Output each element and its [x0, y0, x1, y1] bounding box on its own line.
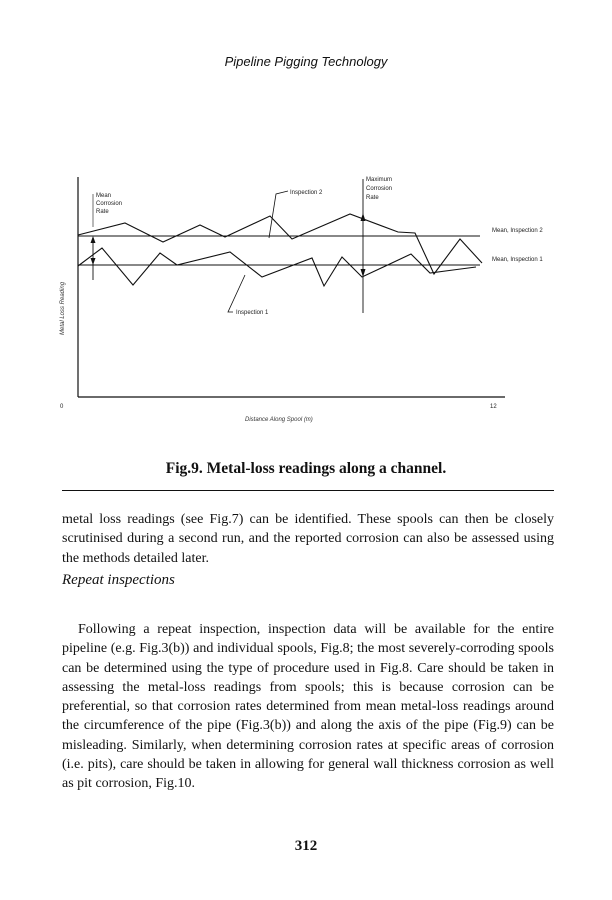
inspection2-label: Inspection 2: [290, 190, 323, 196]
x-tick-0: 0: [60, 404, 64, 410]
mean-inspection1-label: Mean, Inspection 1: [492, 257, 543, 263]
inspection2-leader: [269, 191, 288, 238]
paragraph-1: metal loss readings (see Fig.7) can be identified. These spools can then be closely scrutinised during a second run, and the reported corrosion can also be assessed using the methods detailed later.: [62, 512, 554, 566]
mean-rate-arrowhead-down: [91, 258, 96, 265]
inspection1-leader: [228, 275, 245, 312]
x-tick-12: 12: [490, 404, 497, 410]
mean-inspection2-label: Mean, Inspection 2: [492, 228, 543, 234]
max-rate-label-3: Rate: [366, 195, 379, 201]
running-head: Pipeline Pigging Technology: [224, 54, 388, 69]
figure-caption: Fig.9. Metal-loss readings along a channel.: [165, 460, 447, 477]
page-number: 312: [294, 838, 318, 854]
mean-rate-label-1: Mean: [96, 193, 112, 199]
max-rate-label-1: Maximum: [366, 177, 393, 183]
inspection1-series: [78, 248, 476, 286]
paragraph-2: Following a repeat inspection, inspection data will be available for the entire pipeline (e.g. Fig.3(b)) and individual spools, Fig.8; the most severely-corroding spools can be determined using the type of procedure used in Fig.8. Care should be taken in assessing the metal-loss readings from spools; this is because corrosion can be preferential, so that corrosion rates determined from mean metal-loss readings around the circumference of the pipe (Fig.3(b)) and along the axis of the pipe (Fig.9) can be misleading. Similarly, when determining corrosion rates at specific areas of corrosion (i.e. pits), care should be taken in allowing for general wall thickness corrosion as well as pit corrosion, Fig.10.: [62, 622, 554, 792]
section-heading: Repeat inspections: [62, 572, 175, 588]
metal-loss-chart: [50, 165, 570, 430]
mean-rate-arrowhead-up: [91, 236, 96, 243]
divider: [62, 490, 554, 491]
max-rate-arrowhead-up: [361, 213, 366, 221]
y-axis-label: Metal Loss Reading: [60, 281, 66, 335]
max-rate-label-2: Corrosion: [366, 186, 393, 192]
inspection1-label: Inspection 1: [236, 310, 269, 316]
mean-rate-label-2: Corrosion: [96, 201, 123, 207]
x-axis-label: Distance Along Spool (m): [245, 417, 313, 423]
mean-rate-label-3: Rate: [96, 209, 109, 215]
